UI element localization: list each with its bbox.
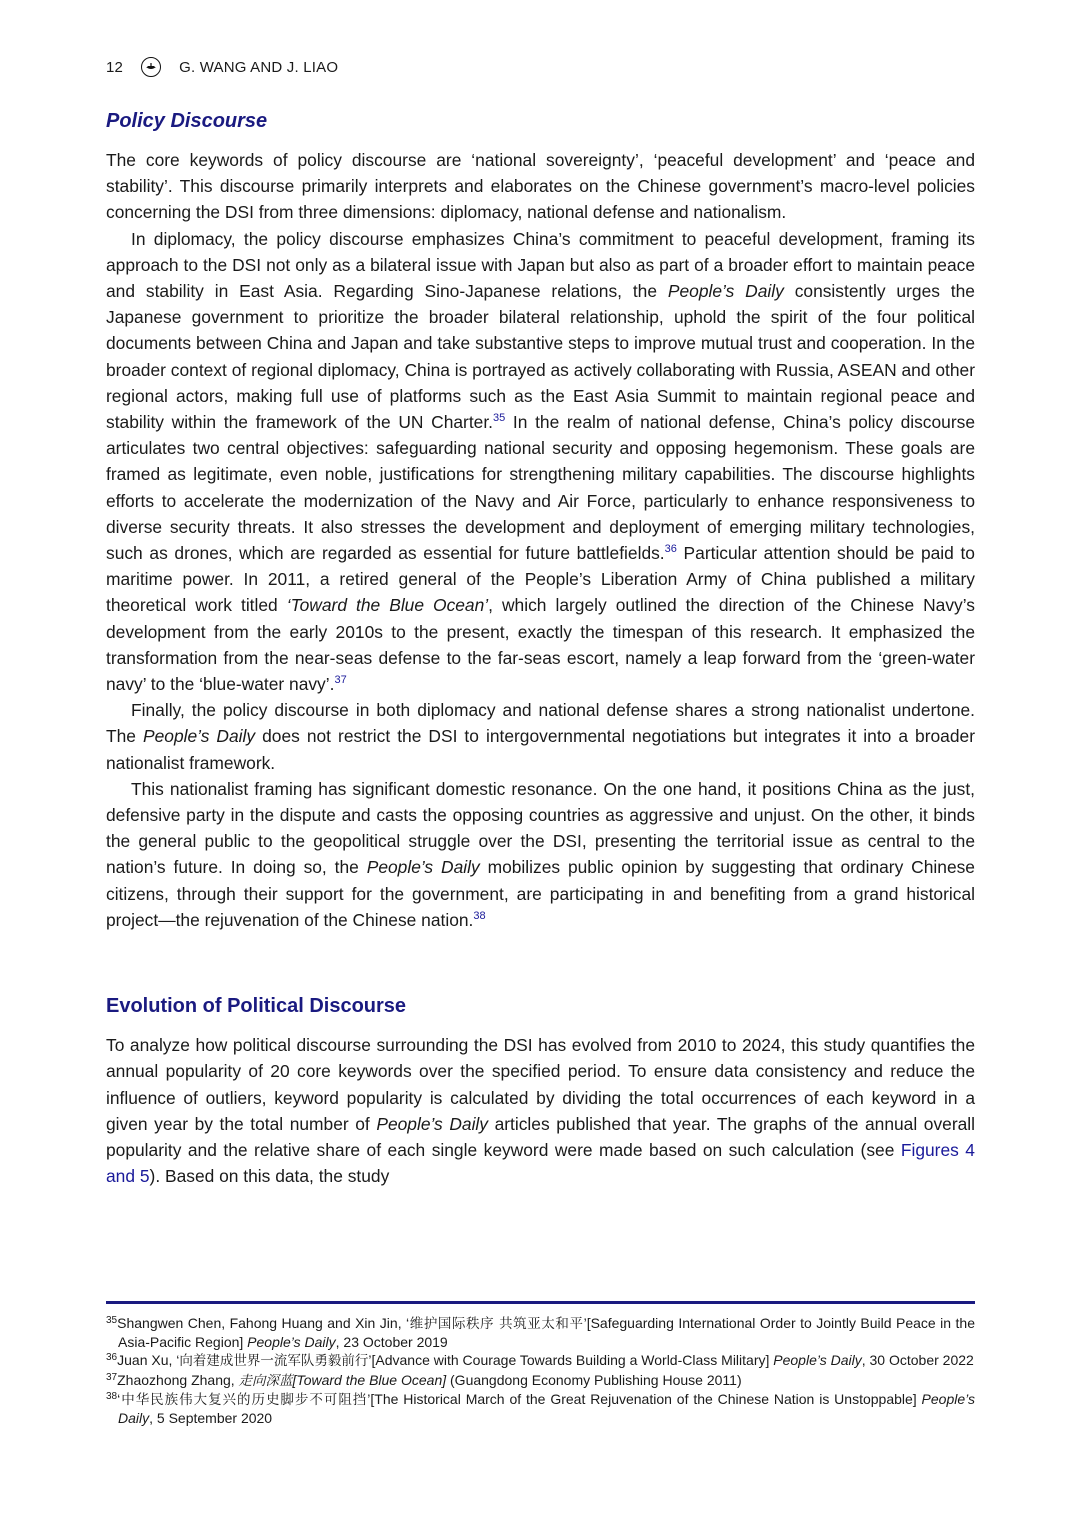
text-run: ’[Advance with Courage Towards Building a World-Class Military] — [368, 1352, 774, 1369]
footnote-number: 35 — [106, 1315, 118, 1326]
text-run: Shangwen Chen, Fahong Huang and Xin Jin, ‘ — [117, 1315, 410, 1331]
main-content — [106, 110, 975, 1189]
italic-newspaper-name: People’s Daily — [773, 1352, 862, 1369]
italic-newspaper-name: People’s Daily — [667, 281, 784, 302]
text-run: ). Based on this data, the study — [149, 1166, 390, 1187]
italic-newspaper-name: People’s Daily — [366, 857, 480, 878]
text-run: ‘ — [117, 1390, 121, 1407]
text-run: , 30 October 2022 — [861, 1352, 974, 1369]
text-run: Finally, the policy discourse in both diplomacy and national defense shares a strong nationalist undertone. The — [106, 700, 975, 747]
paragraph-diplomacy-defense — [106, 226, 975, 698]
paragraph-nationalist-undertone — [106, 697, 975, 776]
section-heading-evolution: Evolution of Political Discourse — [106, 995, 407, 1018]
text-run: ’[Safeguarding International Order to Jointly Build Peace in the Asia-Pacific Region] — [118, 1315, 976, 1351]
page-number: 12 — [106, 58, 124, 76]
footnotes — [106, 1301, 975, 1427]
paragraph-policy-intro: The core keywords of policy discourse are ‘national sovereignty’, ‘peaceful development’ and ‘peace and stability’. This discourse primarily interprets and elaborates on the Chinese government’s macro-level policies concerning the DSI from three dimensions: diplomacy, national defense and nationalism. — [106, 150, 975, 223]
chinese-title: 走向深蓝 — [238, 1372, 293, 1389]
text-run: (Guangdong Economy Publishing House 2011) — [446, 1371, 742, 1388]
footnote-38 — [106, 1390, 975, 1427]
footnote-number: 36 — [106, 1352, 118, 1364]
text-run: Zhaozhong Zhang, — [117, 1371, 239, 1388]
text-run: This nationalist framing has significant domestic resonance. On the one hand, it positions China as the just, defensive party in the dispute and casts the opposing countries as aggressive and unjust. On the other, it binds the general public to the geopolitical struggle over the DSI, presenting the territorial issue as central to the nation’s future. In doing so, the — [106, 778, 975, 878]
text-run: , which largely outlined the direction of the Chinese Navy’s development from the early 2010s to the present, exactly the timespan of this research. It emphasized the transformation from the near-seas defense to the far-seas escort, namely a leap forward from the ‘green-water navy’ to the ‘blue-water navy’. — [106, 595, 975, 695]
italic-newspaper-name: People’s Daily — [118, 1390, 975, 1427]
footnote-divider — [106, 1301, 975, 1304]
chinese-title: 维护国际秩序 共筑亚太和平 — [409, 1316, 584, 1332]
italic-newspaper-name: People’s Daily — [376, 1113, 488, 1134]
text-run: To analyze how political discourse surrounding the DSI has evolved from 2010 to 2024, this study quantifies the annual popularity of 20 core keywords over the specified period. To ensure data consistency and reduce the influence of outliers, keyword popularity is calculated by dividing the total occurrences of each keyword in a given year by the total number of — [106, 1035, 975, 1134]
text-run: In the realm of national defense, China’s policy discourse articulates two central objectives: safeguarding national security and opposing hegemonism. These goals are framed as legitimate, even noble, justifications for strengthening military capabilities. The discourse highlights efforts to accelerate the modernization of the Navy and Air Force, particularly to enhance responsiveness to diverse security threats. It also stresses the development and deployment of emerging military technologies, such as drones, which are regarded as essential for future battlefields. — [106, 412, 975, 564]
text-run: articles published that year. The graphs of the annual overall popularity and the relative share of each single keyword were made based on such calculation (see — [106, 1113, 976, 1160]
text-run: does not restrict the DSI to intergovernmental negotiations but integrates it into a broader nationalist framework. — [106, 726, 975, 773]
running-header — [106, 56, 338, 78]
italic-book-title: ‘Toward the Blue Ocean’ — [286, 595, 489, 616]
text-run: In diplomacy, the policy discourse emphasizes China’s commitment to peaceful development, framing its approach to the DSI not only as a bilateral issue with Japan but also as part of a broader effort to maintain peace and stability in East Asia. Regarding Sino-Japanese relations, the — [106, 228, 975, 302]
text-run: Juan Xu, ‘ — [117, 1352, 180, 1369]
italic-newspaper-name: People’s Daily — [247, 1334, 336, 1351]
footnote-35 — [106, 1314, 975, 1351]
paragraph-domestic-resonance — [106, 776, 975, 933]
footnote-number: 37 — [106, 1371, 118, 1383]
text-run: consistently urges the Japanese government to prioritize the broader bilateral relationship, uphold the spirit of the four political documents between China and Japan and take substantive steps to improve mutual trust and cooperation. In the broader context of regional diplomacy, China is portrayed as actively collaborating with Russia, ASEAN and other regional actors, making full use of platforms such as the East Asia Summit to maintain regional peace and stability within the framework of the UN Charter. — [106, 281, 975, 433]
footnote-ref-38[interactable]: 38 — [473, 909, 486, 922]
text-run: Particular attention should be paid to maritime power. In 2011, a retired general of the People’s Liberation Army of China published a military theoretical work titled — [106, 543, 975, 616]
text-run: , 5 September 2020 — [149, 1410, 273, 1427]
paragraph-evolution-intro — [106, 1032, 975, 1189]
italic-book-title: [Toward the Blue Ocean] — [292, 1371, 447, 1388]
text-run: ’[The Historical March of the Great Rejuvenation of the Chinese Nation is Unstoppable] — [367, 1390, 922, 1407]
italic-newspaper-name: People’s Daily — [143, 726, 256, 747]
footnote-ref-37[interactable]: 37 — [334, 674, 347, 687]
text-run: mobilizes public opinion by suggesting that ordinary Chinese citizens, through their support for the government, are participating in and benefiting from a grand historical project—the rejuvenation of the Chinese nation. — [106, 857, 975, 930]
journal-lamp-icon — [141, 57, 161, 77]
chinese-title: 中华民族伟大复兴的历史脚步不可阻挡 — [120, 1391, 368, 1408]
footnote-ref-35[interactable]: 35 — [493, 412, 506, 425]
running-head-authors: G. WANG AND J. LIAO — [179, 58, 339, 76]
footnote-36 — [106, 1351, 975, 1370]
footnote-ref-36[interactable]: 36 — [664, 543, 677, 556]
chinese-title: 向着建成世界一流军队勇毅前行 — [179, 1353, 369, 1370]
footnote-37 — [106, 1371, 975, 1390]
figures-4-and-5-link[interactable]: Figures 4 and 5 — [106, 1139, 975, 1187]
section-heading-policy-discourse: Policy Discourse — [106, 110, 268, 132]
footnote-number: 38 — [106, 1390, 118, 1402]
text-run: , 23 October 2019 — [335, 1334, 448, 1351]
